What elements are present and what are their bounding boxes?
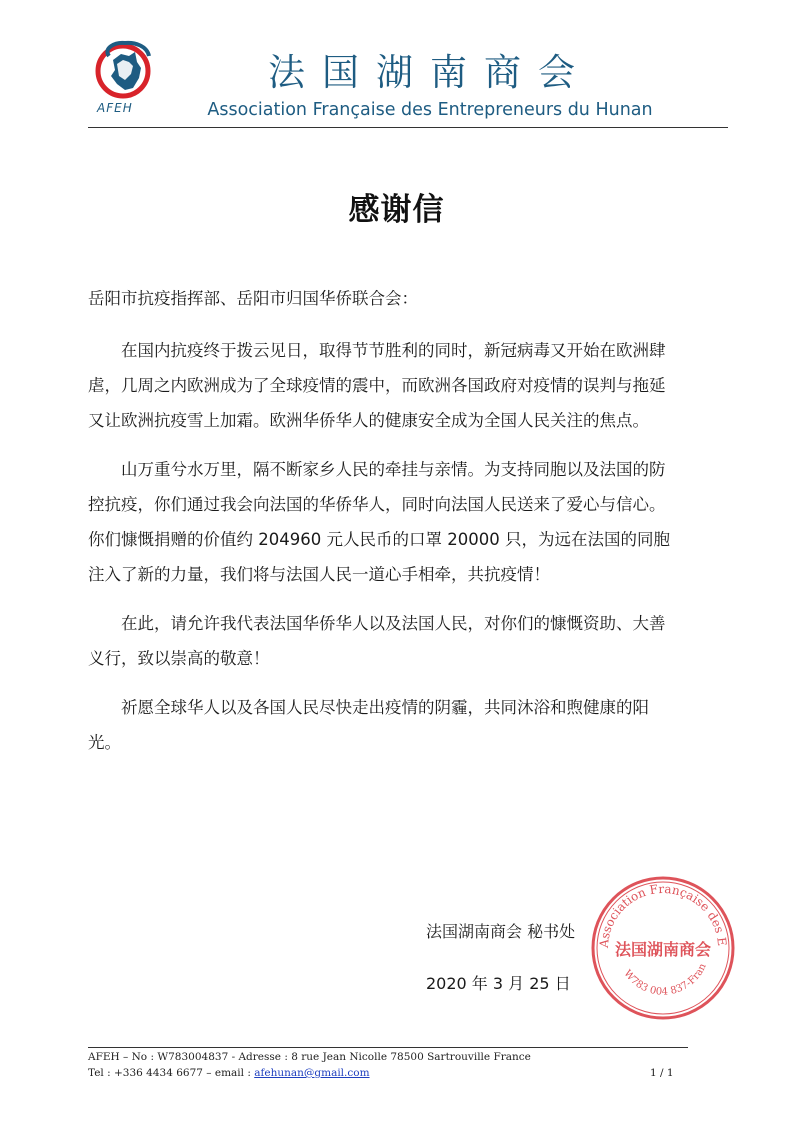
seal-bottom-text: W783 004 837-Fran [621,961,709,998]
salutation: 岳阳市抗疫指挥部、岳阳市归国华侨联合会： [88,289,418,308]
paragraph-3: 在此，请允许我代表法国华侨华人以及法国人民，对你们的慷慨资助、大善 义行，致以崇高的敬意！ [88,614,666,668]
seal-outer-text: Association Française des E [596,881,730,949]
letter-body [88,333,728,760]
footer-tel: Tel : +336 4434 6677 – email : [88,1067,255,1079]
footer-address: AFEH – No : W783004837 - Adresse : 8 rue Jean Nicolle 78500 Sartrouville France [88,1051,531,1063]
signature: 法国湖南商会 秘书处 [426,922,576,941]
seal-center-text: 法国湖南商会 [614,940,712,959]
org-name-french: Association Française des Entrepreneurs du Hunan [207,100,653,120]
footer-divider [88,1047,688,1048]
paragraph-4: 祈愿全球华人以及各国人民尽快走出疫情的阴霾，共同沐浴和煦健康的阳 光。 [88,698,649,752]
seal-stamp-icon [588,873,738,1023]
logo-caption: AFEH [97,101,133,115]
letter-date: 2020 年 3 月 25 日 [426,974,571,993]
header-divider [88,127,728,128]
letter-title: 感谢信 [348,192,445,228]
org-name-chinese: 法国湖南商会 [268,51,592,94]
paragraph-1: 在国内抗疫终于拨云见日，取得节节胜利的同时，新冠病毒又开始在欧洲肆 虐，几周之内欧洲成为了全球疫情的震中，而欧洲各国政府对疫情的误判与拖延 又让欧洲抗疫雪上加霜。欧洲华侨华人的健康安全成为全国人民关注的焦点。 [88,341,666,430]
svg-text:Association Française des Entr [588,873,729,949]
footer-contact [88,1067,370,1079]
footer-email-link[interactable]: afehunan@gmail.com [254,1067,370,1079]
paragraph-2: 山万重兮水万里，隔不断家乡人民的牵挂与亲情。为支持同胞以及法国的防 控抗疫，你们通过我会向法国的华侨华人，同时向法国人民送来了爱心与信心。 你们慷慨捐赠的价值约 204960 元人民币的口罩 20000 只，为远在法国的同胞 注入了新的力量，我们将与法国人民一道心手相牵，共抗疫情！ [88,460,670,584]
page-number: 1 / 1 [650,1067,674,1079]
afeh-logo [95,38,155,122]
official-seal [588,873,738,1023]
